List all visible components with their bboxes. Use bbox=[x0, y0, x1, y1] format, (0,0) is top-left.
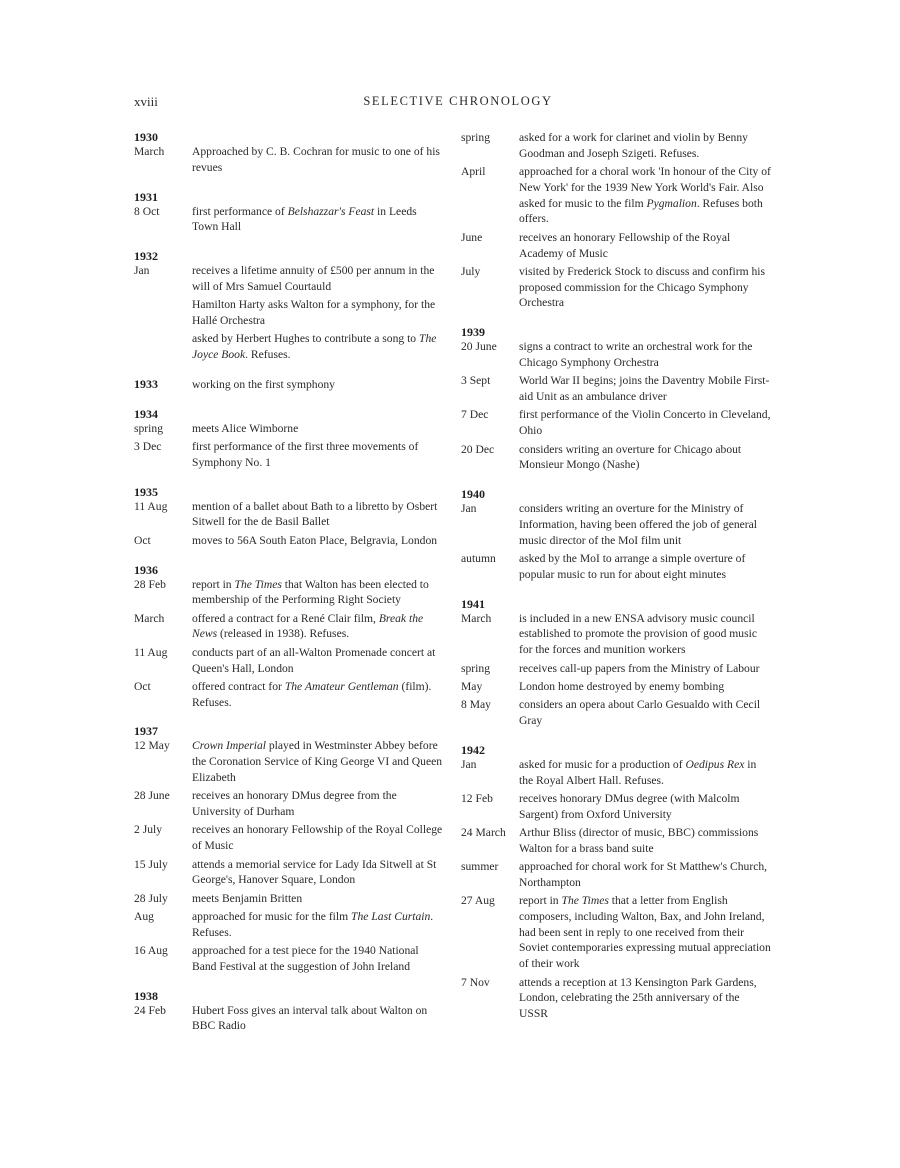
chronology-entry bbox=[134, 679, 444, 711]
entry-text bbox=[519, 442, 771, 474]
chronology-entry bbox=[134, 909, 444, 941]
chronology-entry bbox=[461, 859, 771, 891]
entry-text bbox=[519, 407, 771, 439]
entry-text bbox=[192, 377, 444, 393]
year-heading: 1939 bbox=[461, 325, 485, 340]
chronology-entry bbox=[461, 551, 771, 583]
text-run: asked for music for a production of bbox=[519, 757, 686, 771]
entry-date: 7 Dec bbox=[461, 408, 489, 422]
text-run: London home destroyed by enemy bombing bbox=[519, 679, 725, 693]
text-run: asked by Herbert Hughes to contribute a song to bbox=[192, 332, 419, 346]
entry-text bbox=[192, 909, 444, 941]
text-run: is included in a new ENSA advisory music council established to promote the provision of good music for the forces and munition workers bbox=[519, 611, 757, 657]
entry-text bbox=[192, 421, 444, 437]
entry-date: 8 May bbox=[461, 698, 491, 712]
entry-date: Jan bbox=[461, 757, 477, 771]
chronology-entry bbox=[134, 499, 444, 531]
entry-date: Jan bbox=[134, 264, 150, 278]
chronology-entry bbox=[461, 697, 771, 729]
entry-text bbox=[519, 339, 771, 371]
entry-text bbox=[519, 679, 771, 695]
chronology-entry bbox=[134, 377, 444, 393]
text-run: Approached by C. B. Cochran for music to one of his revues bbox=[192, 145, 440, 174]
text-run: that Walton has been elected to membership of the Performing Right Society bbox=[192, 577, 429, 607]
entry-date: 28 July bbox=[134, 891, 168, 905]
entry-text bbox=[519, 825, 771, 857]
text-run: attends a memorial service for Lady Ida Sitwell at St George's, Hanover Square, London bbox=[192, 857, 437, 887]
running-head: SELECTIVE CHRONOLOGY bbox=[363, 94, 553, 108]
chronology-entry bbox=[134, 891, 444, 907]
chronology-entry bbox=[134, 421, 444, 437]
entry-date: 28 June bbox=[134, 789, 170, 803]
chronology-entry bbox=[461, 339, 771, 371]
page-header bbox=[134, 94, 782, 112]
entry-text bbox=[192, 533, 444, 549]
entry-date bbox=[134, 297, 192, 329]
italic-title: Break the News bbox=[192, 611, 424, 641]
chronology-entry bbox=[461, 661, 771, 677]
chronology-entry bbox=[134, 263, 444, 295]
entry-text bbox=[519, 551, 771, 583]
italic-title: The Last Curtain bbox=[351, 909, 431, 923]
text-run: . Refuses both offers. bbox=[519, 196, 763, 226]
chronology-entry bbox=[461, 373, 771, 405]
year-section bbox=[461, 325, 771, 473]
chronology-entry bbox=[134, 611, 444, 643]
entry-text bbox=[519, 661, 771, 677]
entry-text bbox=[192, 645, 444, 677]
entry-date: 27 Aug bbox=[461, 894, 495, 908]
entry-text bbox=[519, 757, 771, 789]
entry-date: 11 Aug bbox=[134, 645, 168, 659]
text-run: signs a contract to write an orchestral work for the Chicago Symphony Orchestra bbox=[519, 340, 753, 370]
entry-text bbox=[192, 499, 444, 531]
text-run: conducts part of an all-Walton Promenade concert at Queen's Hall, London bbox=[192, 645, 436, 675]
entry-date: 8 Oct bbox=[134, 204, 160, 218]
text-run: approached for a test piece for the 1940 National Band Festival at the suggestion of John Ireland bbox=[192, 943, 419, 973]
year-section bbox=[461, 743, 771, 1022]
chronology-entry bbox=[134, 1003, 444, 1035]
text-run: World War II begins; joins the Daventry Mobile First-aid Unit as an ambulance driver bbox=[519, 374, 770, 404]
entry-date: 20 Dec bbox=[461, 442, 495, 456]
text-run: receives a lifetime annuity of £500 per annum in the will of Mrs Samuel Courtauld bbox=[192, 264, 435, 293]
year-section bbox=[134, 130, 444, 176]
text-run: receives honorary DMus degree (with Malcolm Sargent) from Oxford University bbox=[519, 791, 740, 821]
entry-date: 3 Sept bbox=[461, 374, 491, 388]
year-heading: 1942 bbox=[461, 742, 485, 757]
text-run: receives an honorary Fellowship of the Royal College of Music bbox=[192, 823, 443, 853]
chronology-entry bbox=[134, 788, 444, 820]
year-section bbox=[134, 377, 444, 393]
entry-date: summer bbox=[461, 859, 499, 873]
italic-title: Oedipus Rex bbox=[685, 757, 745, 771]
year-section bbox=[461, 487, 771, 582]
entry-text bbox=[192, 738, 444, 785]
year-heading: 1934 bbox=[134, 406, 158, 421]
text-run: approached for a choral work 'In honour of the City of New York' for the 1939 New York World's Fair. Also asked for music to the film bbox=[519, 165, 771, 210]
chronology-entry bbox=[134, 857, 444, 889]
entry-date: 7 Nov bbox=[461, 975, 490, 989]
year-heading: 1938 bbox=[134, 988, 158, 1003]
year-heading: 1941 bbox=[461, 596, 485, 611]
chronology-entry bbox=[461, 407, 771, 439]
entry-date: 11 Aug bbox=[134, 499, 168, 513]
entry-text bbox=[192, 439, 444, 471]
entry-date: 15 July bbox=[134, 857, 168, 871]
chronology-left-column bbox=[134, 130, 444, 1048]
text-run: . Refuses. bbox=[192, 909, 434, 939]
chronology-entry bbox=[461, 164, 771, 227]
chronology-entry bbox=[461, 130, 771, 162]
entry-text bbox=[192, 857, 444, 889]
text-run: first performance of bbox=[192, 204, 288, 218]
year-section bbox=[461, 130, 771, 311]
entry-date: May bbox=[461, 679, 483, 693]
entry-date: 2 July bbox=[134, 823, 163, 837]
entry-text bbox=[519, 975, 771, 1022]
italic-title: Crown Imperial bbox=[192, 739, 266, 753]
year-heading: 1937 bbox=[134, 724, 158, 739]
year-heading: 1940 bbox=[461, 487, 485, 502]
entry-date: March bbox=[134, 145, 165, 158]
text-run: in Leeds Town Hall bbox=[192, 204, 417, 234]
year-section bbox=[134, 563, 444, 711]
text-run: working on the first symphony bbox=[192, 377, 335, 391]
italic-title: The Amateur Gentleman bbox=[284, 679, 399, 693]
entry-text bbox=[192, 1003, 444, 1035]
entry-date: Aug bbox=[134, 909, 154, 923]
text-run: that a letter from English composers, including Walton, Bax, and John Ireland, had been sent in reply to one received from their Soviet contemporaries expressing mutual appreciation of their work bbox=[519, 894, 771, 971]
text-run: considers writing an overture for Chicago about Monsieur Mongo (Nashe) bbox=[519, 442, 742, 472]
entry-date: spring bbox=[461, 131, 490, 144]
chronology-entry bbox=[461, 825, 771, 857]
entry-text bbox=[192, 822, 444, 854]
entry-text bbox=[192, 788, 444, 820]
entry-text bbox=[519, 230, 771, 262]
year-heading: 1935 bbox=[134, 484, 158, 499]
chronology-entry bbox=[461, 501, 771, 548]
text-run: receives an honorary DMus degree from the University of Durham bbox=[192, 789, 397, 819]
text-run: attends a reception at 13 Kensington Park Gardens, London, celebrating the 25th anniversary of the USSR bbox=[519, 975, 757, 1021]
text-run: asked for a work for clarinet and violin by Benny Goodman and Joseph Szigeti. Refuses. bbox=[519, 131, 748, 160]
entry-text bbox=[519, 859, 771, 891]
entry-date: autumn bbox=[461, 552, 496, 566]
chronology-entry bbox=[134, 577, 444, 609]
entry-date: Oct bbox=[134, 679, 151, 693]
entry-date: 16 Aug bbox=[134, 943, 168, 957]
entry-text bbox=[519, 501, 771, 548]
italic-title: Pygmalion bbox=[646, 196, 697, 210]
text-run: visited by Frederick Stock to discuss and confirm his proposed commission for the Chicago Symphony Orchestra bbox=[519, 264, 766, 310]
chronology-right-column bbox=[461, 130, 771, 1036]
italic-title: Belshazzar's Feast bbox=[287, 204, 375, 218]
entry-date bbox=[134, 331, 192, 363]
text-run: (released in 1938). Refuses. bbox=[217, 627, 350, 641]
italic-title: The Times bbox=[234, 577, 282, 591]
italic-title: The Joyce Book bbox=[192, 332, 437, 362]
year-section bbox=[134, 989, 444, 1035]
chronology-entry bbox=[461, 611, 771, 658]
text-run: Arthur Bliss (director of music, BBC) commissions Walton for a brass band suite bbox=[519, 825, 759, 855]
chronology-entry bbox=[134, 331, 444, 363]
entry-text bbox=[192, 144, 444, 176]
text-run: . Refuses. bbox=[245, 348, 291, 362]
italic-title: The Times bbox=[561, 894, 609, 908]
chronology-entry bbox=[461, 679, 771, 695]
entry-date: 28 Feb bbox=[134, 577, 166, 591]
page-number: xviii bbox=[134, 94, 158, 109]
text-run: Hamilton Harty asks Walton for a symphony, for the Hallé Orchestra bbox=[192, 298, 436, 328]
entry-date: 3 Dec bbox=[134, 440, 162, 454]
chronology-entry bbox=[134, 204, 444, 236]
entry-text bbox=[519, 130, 771, 162]
entry-text bbox=[519, 164, 771, 227]
entry-text bbox=[519, 791, 771, 823]
year-heading: 1933 bbox=[134, 376, 158, 391]
year-section bbox=[134, 190, 444, 236]
entry-text bbox=[192, 577, 444, 609]
entry-date: Oct bbox=[134, 533, 151, 547]
year-heading: 1932 bbox=[134, 249, 158, 264]
text-run: Hubert Foss gives an interval talk about Walton on BBC Radio bbox=[192, 1003, 428, 1033]
entry-text bbox=[519, 264, 771, 311]
year-section bbox=[134, 407, 444, 471]
text-run: report in bbox=[192, 577, 235, 591]
entry-date: 12 Feb bbox=[461, 791, 493, 805]
chronology-entry bbox=[134, 943, 444, 975]
text-run: first performance of the first three movements of Symphony No. 1 bbox=[192, 440, 419, 469]
text-run: in the Royal Albert Hall. Refuses. bbox=[519, 757, 757, 787]
chronology-entry bbox=[134, 297, 444, 329]
year-heading: 1930 bbox=[134, 130, 158, 144]
year-section bbox=[134, 249, 444, 363]
chronology-entry bbox=[461, 975, 771, 1022]
entry-text bbox=[192, 297, 444, 329]
text-run: considers writing an overture for the Ministry of Information, having been offered the job of general music director of the MoI film unit bbox=[519, 502, 758, 547]
entry-text bbox=[192, 263, 444, 295]
text-run: approached for choral work for St Matthew's Church, Northampton bbox=[519, 859, 768, 889]
chronology-entry bbox=[461, 893, 771, 972]
chronology-entry bbox=[461, 442, 771, 474]
year-heading: 1936 bbox=[134, 562, 158, 577]
entry-text bbox=[192, 204, 444, 236]
entry-date: July bbox=[461, 264, 481, 278]
entry-date: spring bbox=[134, 421, 163, 435]
text-run: first performance of the Violin Concerto in Cleveland, Ohio bbox=[519, 408, 771, 438]
chronology-entry bbox=[134, 645, 444, 677]
entry-text bbox=[519, 697, 771, 729]
year-section bbox=[461, 597, 771, 729]
year-section bbox=[134, 485, 444, 549]
text-run: report in bbox=[519, 894, 562, 908]
entry-text bbox=[192, 891, 444, 907]
year-section bbox=[134, 724, 444, 974]
entry-date: March bbox=[134, 611, 165, 625]
chronology-entry bbox=[134, 533, 444, 549]
entry-date: Jan bbox=[461, 502, 477, 516]
chronology-entry bbox=[134, 822, 444, 854]
entry-date: 12 May bbox=[134, 739, 170, 753]
entry-date: spring bbox=[461, 661, 490, 675]
chronology-entry bbox=[134, 738, 444, 785]
entry-date: March bbox=[461, 611, 492, 625]
year-heading: 1931 bbox=[134, 189, 158, 204]
text-run: asked by the MoI to arrange a simple overture of popular music to run for about eight minutes bbox=[519, 552, 746, 581]
entry-date: June bbox=[461, 230, 483, 244]
text-run: considers an opera about Carlo Gesualdo with Cecil Gray bbox=[519, 698, 761, 727]
text-run: receives call-up papers from the Ministry of Labour bbox=[519, 661, 760, 675]
entry-text bbox=[192, 943, 444, 975]
text-run: approached for music for the film bbox=[192, 909, 352, 923]
text-run: meets Benjamin Britten bbox=[192, 891, 303, 905]
entry-text bbox=[192, 679, 444, 711]
text-run: mention of a ballet about Bath to a libretto by Osbert Sitwell for the de Basil Ballet bbox=[192, 499, 438, 529]
entry-text bbox=[519, 893, 771, 972]
chronology-entry bbox=[134, 144, 444, 176]
entry-date: 20 June bbox=[461, 340, 497, 354]
chronology-entry bbox=[461, 264, 771, 311]
chronology-entry bbox=[461, 757, 771, 789]
text-run: meets Alice Wimborne bbox=[192, 421, 299, 435]
text-run: (film). Refuses. bbox=[192, 679, 432, 709]
entry-text bbox=[192, 611, 444, 643]
chronology-entry bbox=[461, 791, 771, 823]
entry-text bbox=[519, 611, 771, 658]
text-run: receives an honorary Fellowship of the Royal Academy of Music bbox=[519, 230, 731, 260]
entry-date: April bbox=[461, 165, 486, 179]
entry-date: 24 Feb bbox=[134, 1003, 166, 1017]
text-run: moves to 56A South Eaton Place, Belgravia, London bbox=[192, 533, 438, 547]
entry-date: 24 March bbox=[461, 825, 506, 839]
chronology-entry bbox=[461, 230, 771, 262]
text-run: offered a contract for a René Clair film, bbox=[192, 611, 379, 625]
text-run: offered contract for bbox=[192, 679, 285, 693]
chronology-entry bbox=[134, 439, 444, 471]
entry-text bbox=[192, 331, 444, 363]
entry-text bbox=[519, 373, 771, 405]
text-run: played in Westminster Abbey before the Coronation Service of King George VI and Queen Elizabeth bbox=[192, 739, 443, 785]
